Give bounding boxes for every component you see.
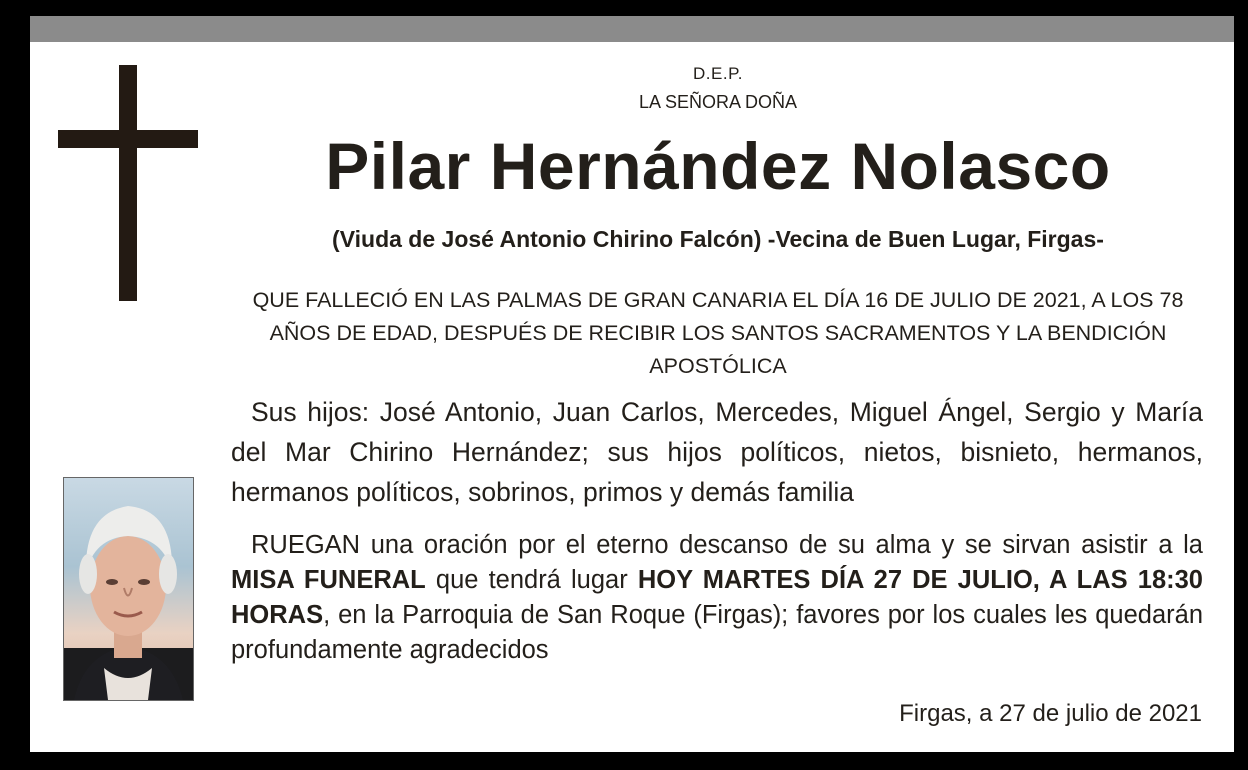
- dep-label: D.E.P.: [693, 64, 743, 83]
- family-paragraph: [231, 392, 1203, 512]
- mass-label: MISA FUNERAL: [231, 566, 426, 594]
- request-text-2: que tendrá lugar: [425, 566, 638, 594]
- portrait-photo: [63, 477, 194, 701]
- request-text-1: RUEGAN una oración por el eterno descanso de su alma y se sirvan asistir a la: [251, 531, 1203, 559]
- obituary-notice: [30, 16, 1234, 752]
- honorific: LA SEÑORA DOÑA: [638, 92, 798, 112]
- family-text: Sus hijos: José Antonio, Juan Carlos, Mercedes, Miguel Ángel, Sergio y María del Mar Chirino Hernández; sus hijos políticos, nietos, bisnieto, hermanos, hermanos políticos, sobrinos, primos y demás familia: [231, 397, 1203, 507]
- dateline: Firgas, a 27 de julio de 2021: [899, 700, 1202, 727]
- request-paragraph: [231, 528, 1203, 668]
- deceased-name: Pilar Hernández Nolasco: [325, 129, 1111, 203]
- subtitle: (Viuda de José Antonio Chirino Falcón) -Vecina de Buen Lugar, Firgas-: [332, 226, 1104, 252]
- request-text-3: , en la Parroquia de San Roque (Firgas); favores por los cuales les quedarán profundamente agradecidos: [231, 601, 1203, 664]
- top-bar: [30, 16, 1234, 42]
- mass-datetime: HOY MARTES DÍA 27 DE JULIO, A LAS 18:30 HORAS: [231, 566, 1203, 629]
- death-info: QUE FALLECIÓ EN LAS PALMAS DE GRAN CANARIA EL DÍA 16 DE JULIO DE 2021, A LOS 78 AÑOS DE EDAD, DESPUÉS DE RECIBIR LOS SANTOS SACRAMENTOS Y LA BENDICIÓN APOSTÓLICA: [252, 288, 1184, 378]
